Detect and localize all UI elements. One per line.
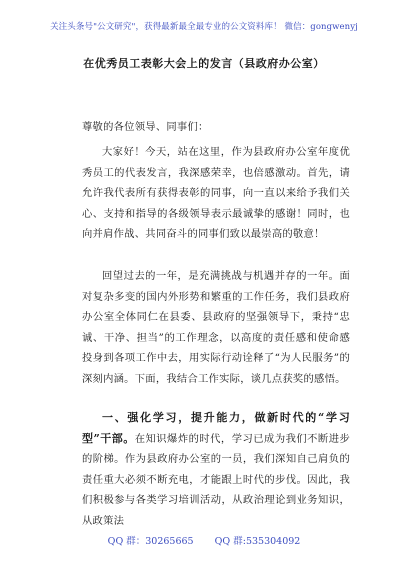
footer-qq-group-1: QQ 群：30265665	[107, 536, 194, 547]
paragraph-review: 回望过去的一年，是充满挑战与机遇并存的一年。面对复杂多变的国内外形势和繁重的工作任务，我们县政府办公室全体同仁在县委、县政府的坚强领导下，秉持“忠诚、干净、担当”的工作理念，以高度的责任感和使命感投身到各项工作中去，用实际行动诠释了“为人民服务”的深刻内涵。下面，我结合工作实际，谈几点获奖的感悟。	[82, 270, 350, 385]
section-1	[82, 408, 350, 531]
greeting: 尊敬的各位领导、同事们：	[82, 121, 209, 133]
section-1-heading: 一、强化学习，提升能力，做新时代的“学习型”干部。	[82, 411, 350, 445]
paragraph-intro: 大家好！今天，站在这里，作为县政府办公室年度优秀员工的代表发言，我深感荣幸，也倍感激动。首先，请允许我代表所有获得表彰的同事，向一直以来给予我们关心、支持和指导的各级领导表示最诚挚的感谢！同时，也向并肩作战、共同奋斗的同事们致以最崇高的敬意！	[82, 146, 350, 240]
section-1-body: 在知识爆炸的时代，学习已成为我们不断进步的阶梯。作为县政府办公室的一员，我们深知自己肩负的责任重大必须不断充电，才能跟上时代的步伐。因此，我们积极参与各类学习培训活动，从政治理论到业务知识，从政策法	[82, 432, 351, 527]
footer-qq-groups	[0, 533, 408, 547]
document-title: 在优秀员工表彰大会上的发言（县政府办公室）	[83, 57, 325, 70]
header-banner: 关注头条号"公文研究"，获得最新最全最专业的公文资料库！ 微信：gongwenyj	[50, 22, 358, 32]
footer-qq-group-2: QQ 群:535304092	[214, 536, 301, 547]
